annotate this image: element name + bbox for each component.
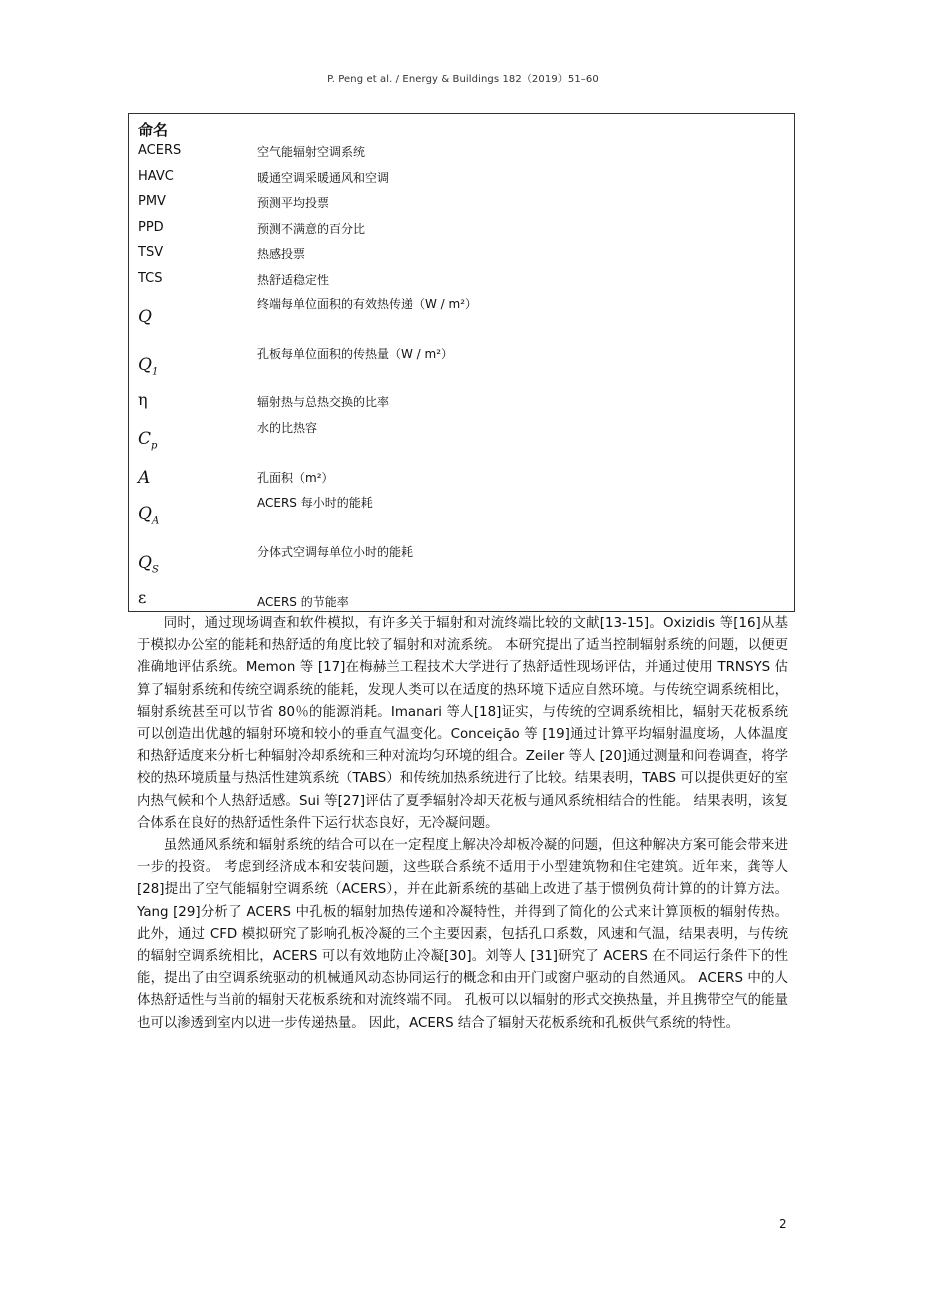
- nomenclature-definition: ACERS 每小时的能耗: [257, 496, 373, 510]
- nomenclature-definition: 空气能辐射空调系统: [257, 145, 366, 159]
- nomenclature-symbol: ACERS: [138, 143, 182, 158]
- nomenclature-symbol: ε: [138, 588, 147, 607]
- nomenclature-title: 命名: [138, 121, 169, 139]
- body-text: [137, 613, 788, 1035]
- nomenclature-definition: 水的比热容: [257, 421, 318, 435]
- nomenclature-box: [128, 113, 795, 612]
- nomenclature-definition: 预测不满意的百分比: [257, 222, 366, 236]
- page-number: 2: [779, 1217, 787, 1231]
- paragraph: 同时，通过现场调查和软件模拟，有许多关于辐射和对流终端比较的文献[13-15]。Oxizidis 等[16]从基于模拟办公室的能耗和热舒适的角度比较了辐射和对流系统。 本研究提出了适当控制辐射系统的问题，以便更准确地评估系统。Memon 等 [17]在梅赫兰工程技术大学进行了热舒适性现场评估，并通过使用 TRNSYS 估算了辐射系统和传统空调系统的能耗，发现人类可以在适度的热环境下适应自然环境。与传统空调系统相比，辐射系统甚至可以节省 80％的能源消耗。Imanari 等人[18]证实，与传统的空调系统相比，辐射天花板系统可以创造出优越的辐射环境和较小的垂直气温变化。Conceição 等 [19]通过计算平均辐射温度场，人体温度和热舒适度来分析七种辐射冷却系统和三种对流均匀环境的组合。Zeiler 等人 [20]通过测量和问卷调查，将学校的热环境质量与热活性建筑系统（TABS）和传统加热系统进行了比较。结果表明，TABS 可以提供更好的室内热气候和个人热舒适感。Sui 等[27]评估了夏季辐射冷却天花板与通风系统相结合的性能。 结果表明，该复合体系在良好的热舒适性条件下运行状态良好，无冷凝问题。: [137, 616, 788, 831]
- nomenclature-symbol: $Q_A$: [138, 504, 160, 527]
- nomenclature-symbol: TSV: [138, 245, 164, 260]
- nomenclature-symbol: PPD: [138, 220, 164, 235]
- nomenclature-symbol: Q: [138, 307, 152, 327]
- nomenclature-definition: 孔面积（m²）: [257, 471, 334, 485]
- nomenclature-symbol: HAVC: [138, 169, 174, 184]
- nomenclature-symbol: TCS: [138, 271, 163, 286]
- nomenclature-definition: 终端每单位面积的有效热传递（W / m²）: [257, 297, 478, 311]
- nomenclature-definition: 暖通空调采暖通风和空调: [257, 171, 390, 185]
- nomenclature-symbol: $C_p$: [138, 429, 158, 452]
- nomenclature-definition: ACERS 的节能率: [257, 595, 349, 609]
- nomenclature-definition: 热舒适稳定性: [257, 273, 330, 287]
- nomenclature-symbol: $Q_S$: [138, 553, 159, 576]
- nomenclature-definition: 预测平均投票: [257, 196, 330, 210]
- paragraph: 虽然通风系统和辐射系统的结合可以在一定程度上解决冷却板冷凝的问题，但这种解决方案可能会带来进一步的投资。 考虑到经济成本和安装问题，这些联合系统不适用于小型建筑物和住宅建筑。近年来，龚等人[28]提出了空气能辐射空调系统（ACERS），并在此新系统的基础上改进了基于惯例负荷计算的的计算方法。 Yang [29]分析了 ACERS 中孔板的辐射加热传递和冷凝特性，并得到了简化的公式来计算顶板的辐射传热。 此外，通过 CFD 模拟研究了影响孔板冷凝的三个主要因素，包括孔口系数，风速和气温，结果表明，与传统的辐射空调系统相比，ACERS 可以有效地防止冷凝[30]。刘等人 [31]研究了 ACERS 在不同运行条件下的性能，提出了由空调系统驱动的机械通风动态协同运行的概念和由开门或窗户驱动的自然通风。 ACERS 中的人体热舒适性与当前的辐射天花板系统和对流终端不同。 孔板可以以辐射的形式交换热量，并且携带空气的能量也可以渗透到室内以进一步传递热量。 因此，ACERS 结合了辐射天花板系统和孔板供气系统的特性。: [137, 838, 788, 1031]
- nomenclature-definition: 孔板每单位面积的传热量（W / m²）: [257, 347, 454, 361]
- nomenclature-symbol: $Q_1$: [138, 355, 159, 378]
- nomenclature-symbol: A: [138, 468, 151, 488]
- nomenclature-definition: 分体式空调每单位小时的能耗: [257, 545, 414, 559]
- nomenclature-definition: 辐射热与总热交换的比率: [257, 395, 390, 409]
- nomenclature-symbol: PMV: [138, 194, 166, 209]
- running-head: P. Peng et al. / Energy & Buildings 182（2019）51–60: [327, 74, 599, 85]
- nomenclature-symbol: η: [138, 390, 148, 409]
- nomenclature-definition: 热感投票: [257, 247, 306, 261]
